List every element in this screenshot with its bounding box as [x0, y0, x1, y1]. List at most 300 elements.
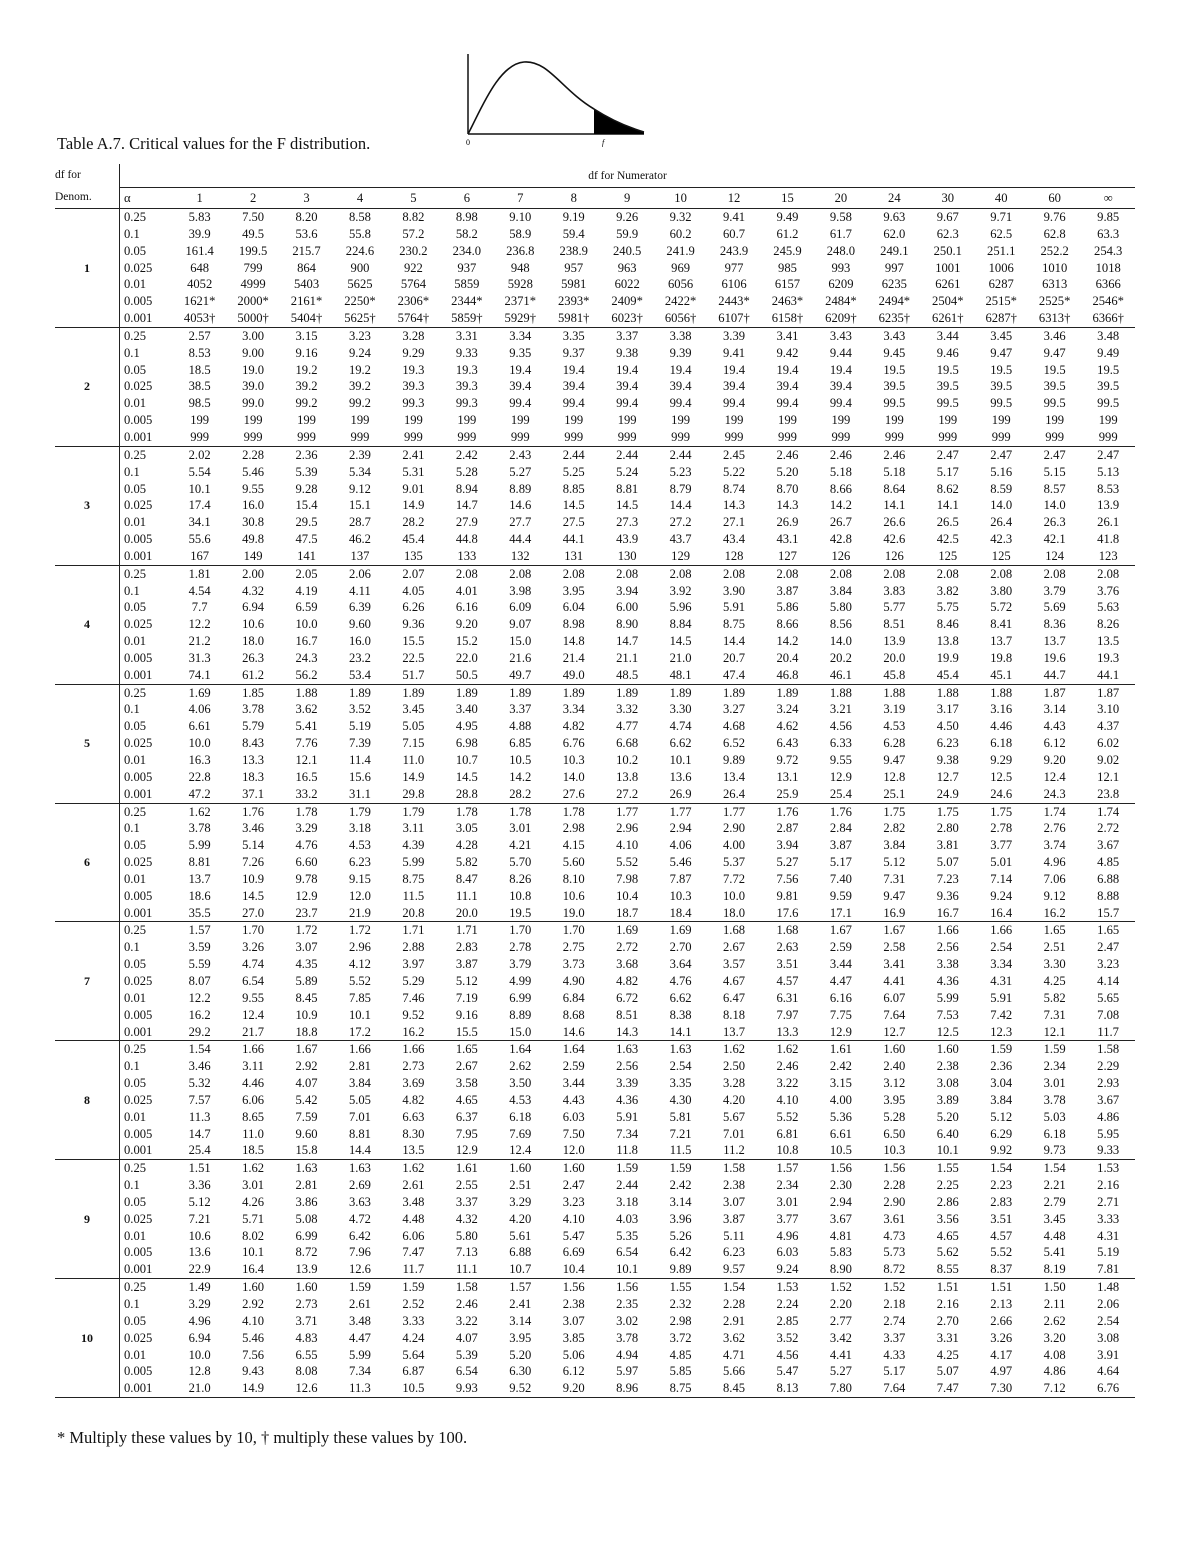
critical-value-cell: 10.3 — [883, 1143, 906, 1158]
critical-value-cell: 43.9 — [616, 532, 639, 547]
critical-value-cell: 39.2 — [295, 379, 318, 394]
critical-value-cell: 26.4 — [723, 786, 746, 801]
critical-value-cell: 2.47 — [1081, 446, 1135, 463]
critical-value-cell: 31.1 — [348, 786, 371, 801]
critical-value-cell: 5.14 — [242, 838, 265, 853]
critical-value-cell: 2.54 — [990, 940, 1013, 955]
critical-value-cell: 3.56 — [936, 1211, 959, 1226]
critical-value-cell: 3.80 — [990, 583, 1013, 598]
alpha-cell: 0.25 — [120, 327, 173, 344]
critical-value-cell: 6.12 — [1043, 736, 1066, 751]
critical-value-cell: 3.95 — [883, 1092, 906, 1107]
critical-value-cell: 1.76 — [226, 803, 279, 820]
critical-value-cell: 2.59 — [829, 940, 852, 955]
critical-value-cell: 2.77 — [829, 1313, 852, 1328]
critical-value-cell: 28.2 — [402, 515, 425, 530]
critical-value-cell: 7.34 — [348, 1364, 371, 1379]
critical-value-cell: 3.84 — [990, 1092, 1013, 1107]
critical-value-cell: 1.89 — [494, 684, 547, 701]
critical-value-cell: 10.3 — [669, 888, 692, 903]
critical-value-cell: 20.0 — [455, 905, 478, 920]
critical-value-cell: 38.5 — [188, 379, 211, 394]
critical-value-cell: 7.01 — [723, 1126, 746, 1141]
alpha-cell: 0.025 — [124, 1211, 153, 1226]
table-row — [55, 1177, 1135, 1194]
critical-value-cell: 16.2 — [1043, 905, 1066, 920]
critical-value-cell: 14.7 — [616, 634, 639, 649]
critical-value-cell: 1.65 — [1028, 922, 1081, 939]
critical-value-cell: 5.71 — [242, 1211, 265, 1226]
table-bottom-rule — [55, 1397, 1135, 1398]
critical-value-cell: 9.57 — [723, 1262, 746, 1277]
critical-value-cell: 1.89 — [387, 684, 440, 701]
critical-value-cell: 1.64 — [547, 1041, 600, 1058]
alpha-cell: 0.025 — [124, 379, 153, 394]
critical-value-cell: 1.57 — [761, 1160, 814, 1177]
critical-value-cell: 957 — [564, 260, 584, 275]
critical-value-cell: 7.95 — [455, 1126, 478, 1141]
critical-value-cell: 47.5 — [295, 532, 318, 547]
critical-value-cell: 3.46 — [242, 821, 265, 836]
critical-value-cell: 2.08 — [494, 565, 547, 582]
critical-value-cell: 8.62 — [936, 481, 959, 496]
critical-value-cell: 3.26 — [990, 1330, 1013, 1345]
critical-value-cell: 4.47 — [829, 973, 852, 988]
critical-value-cell: 999 — [457, 429, 477, 444]
critical-value-cell: 3.68 — [616, 957, 639, 972]
critical-value-cell: 126 — [831, 548, 851, 563]
table-row — [55, 905, 1135, 922]
critical-value-cell: 2.81 — [295, 1178, 318, 1193]
critical-value-cell: 60.2 — [669, 226, 692, 241]
critical-value-cell: 5.95 — [1097, 1126, 1120, 1141]
critical-value-cell: 1.56 — [600, 1279, 653, 1296]
critical-value-cell: 5403 — [293, 277, 320, 292]
critical-value-cell: 243.9 — [719, 243, 749, 258]
critical-value-cell: 2.44 — [600, 446, 653, 463]
critical-value-cell: 39.5 — [1043, 379, 1066, 394]
critical-value-cell: 8.89 — [509, 1007, 532, 1022]
critical-value-cell: 2409* — [611, 294, 643, 309]
critical-value-cell: 3.45 — [975, 327, 1028, 344]
critical-value-cell: 10.7 — [509, 1262, 532, 1277]
critical-value-cell: 5.75 — [936, 600, 959, 615]
table-row — [55, 769, 1135, 786]
critical-value-cell: 3.90 — [723, 583, 746, 598]
critical-value-cell: 5.97 — [616, 1364, 639, 1379]
critical-value-cell: 5.61 — [509, 1228, 532, 1243]
critical-value-cell: 12.5 — [990, 769, 1013, 784]
critical-value-cell: 12.1 — [1043, 1024, 1066, 1039]
critical-value-cell: 3.59 — [188, 940, 211, 955]
critical-value-cell: 16.4 — [242, 1262, 265, 1277]
critical-value-cell: 7.46 — [402, 990, 425, 1005]
critical-value-cell: 42.1 — [1043, 532, 1066, 547]
critical-value-cell: 3.05 — [455, 821, 478, 836]
table-row — [55, 1058, 1135, 1075]
table-row — [55, 854, 1135, 871]
critical-value-cell: 2.38 — [723, 1178, 746, 1193]
critical-value-cell: 16.3 — [188, 753, 211, 767]
critical-value-cell: 199 — [1098, 413, 1118, 428]
critical-value-cell: 2.57 — [173, 327, 226, 344]
critical-value-cell: 7.40 — [829, 871, 852, 886]
critical-value-cell: 199 — [564, 413, 584, 428]
table-row — [55, 429, 1135, 446]
critical-value-cell: 5.52 — [616, 855, 639, 870]
critical-value-cell: 5.77 — [883, 600, 906, 615]
critical-value-cell: 6.02 — [1097, 736, 1120, 751]
critical-value-cell: 24.3 — [1043, 786, 1066, 801]
critical-value-cell: 47.4 — [723, 667, 746, 682]
critical-value-cell: 6.09 — [509, 600, 532, 615]
critical-value-cell: 8.75 — [723, 617, 746, 632]
critical-value-cell: 199 — [938, 413, 958, 428]
critical-value-cell: 2.28 — [883, 1178, 906, 1193]
critical-value-cell: 12.0 — [562, 1143, 585, 1158]
critical-value-cell: 5.59 — [188, 957, 211, 972]
critical-value-cell: 5.99 — [402, 855, 425, 870]
critical-value-cell: 7.01 — [348, 1109, 371, 1124]
critical-value-cell: 8.55 — [936, 1262, 959, 1277]
critical-value-cell: 21.1 — [616, 650, 639, 665]
critical-f-label: f — [602, 138, 605, 147]
critical-value-cell: 3.44 — [921, 327, 974, 344]
critical-value-cell: 2.47 — [975, 446, 1028, 463]
critical-value-cell: 39.5 — [990, 379, 1013, 394]
critical-value-cell: 8.98 — [562, 617, 585, 632]
critical-value-cell: 99.4 — [509, 396, 532, 411]
critical-value-cell: 161.4 — [185, 243, 214, 258]
critical-value-cell: 4.43 — [1043, 719, 1066, 734]
critical-value-cell: 1.51 — [173, 1160, 226, 1177]
critical-value-cell: 2.63 — [776, 940, 799, 955]
critical-value-cell: 2.42 — [440, 446, 493, 463]
critical-value-cell: 1.57 — [494, 1279, 547, 1296]
critical-value-cell: 8.64 — [883, 481, 906, 496]
critical-value-cell: 1.75 — [975, 803, 1028, 820]
critical-value-cell: 2.11 — [1043, 1297, 1066, 1311]
denominator-df-cell: 3 — [55, 446, 120, 565]
critical-value-cell: 999 — [243, 429, 263, 444]
critical-value-cell: 6158† — [771, 311, 804, 326]
alpha-cell: 0.005 — [124, 1245, 153, 1260]
alpha-cell: 0.25 — [120, 565, 173, 582]
alpha-cell: 0.25 — [120, 922, 173, 939]
critical-value-cell: 3.96 — [669, 1211, 692, 1226]
alpha-cell: 0.25 — [120, 1041, 173, 1058]
critical-value-cell: 3.27 — [723, 702, 746, 717]
critical-value-cell: 2.74 — [883, 1313, 906, 1328]
critical-value-cell: 15.0 — [509, 1024, 532, 1039]
critical-value-cell: 12.9 — [455, 1143, 478, 1158]
critical-value-cell: 27.2 — [669, 515, 692, 530]
critical-value-cell: 2.08 — [600, 565, 653, 582]
critical-value-cell: 4.41 — [883, 973, 906, 988]
critical-value-cell: 4053† — [183, 311, 216, 326]
critical-value-cell: 167 — [190, 548, 210, 563]
critical-value-cell: 199 — [1045, 413, 1065, 428]
critical-value-cell: 2.38 — [562, 1297, 585, 1311]
critical-value-cell: 5.69 — [1043, 600, 1066, 615]
critical-value-cell: 2.46 — [776, 1059, 799, 1074]
critical-value-cell: 19.5 — [1043, 362, 1066, 377]
table-row — [55, 1126, 1135, 1143]
critical-value-cell: 3.07 — [562, 1313, 585, 1328]
critical-value-cell: 9.78 — [295, 871, 318, 886]
critical-value-cell: 7.76 — [295, 736, 318, 751]
critical-value-cell: 1.78 — [440, 803, 493, 820]
critical-value-cell: 2.96 — [348, 940, 371, 955]
critical-value-cell: 5.12 — [990, 1109, 1013, 1124]
critical-value-cell: 6.30 — [509, 1364, 532, 1379]
critical-value-cell: 58.9 — [509, 226, 532, 241]
critical-value-cell: 22.9 — [188, 1262, 211, 1277]
critical-value-cell: 5.91 — [616, 1109, 639, 1124]
critical-value-cell: 26.6 — [883, 515, 906, 530]
critical-value-cell: 20.0 — [883, 650, 906, 665]
critical-value-cell: 11.7 — [1097, 1024, 1119, 1039]
critical-value-cell: 3.22 — [455, 1313, 478, 1328]
critical-value-cell: 9.32 — [654, 209, 707, 226]
critical-value-cell: 44.4 — [509, 532, 532, 547]
critical-value-cell: 3.48 — [1081, 327, 1135, 344]
critical-value-cell: 6.12 — [562, 1364, 585, 1379]
critical-value-cell: 3.87 — [829, 838, 852, 853]
table-row — [55, 260, 1135, 277]
critical-value-cell: 5.66 — [723, 1364, 746, 1379]
numerator-df-header: 5 — [387, 187, 440, 208]
critical-value-cell: 56.2 — [295, 667, 318, 682]
critical-value-cell: 3.58 — [455, 1076, 478, 1091]
critical-value-cell: 5.27 — [776, 855, 799, 870]
critical-value-cell: 10.0 — [188, 1347, 211, 1362]
critical-value-cell: 1.61 — [814, 1041, 867, 1058]
critical-value-cell: 3.02 — [616, 1313, 639, 1328]
critical-value-cell: 6.23 — [723, 1245, 746, 1260]
critical-value-cell: 4.71 — [723, 1347, 746, 1362]
alpha-cell: 0.05 — [124, 838, 147, 853]
critical-value-cell: 6.99 — [509, 990, 532, 1005]
critical-value-cell: 2.36 — [280, 446, 333, 463]
table-row — [55, 922, 1135, 939]
critical-value-cell: 3.87 — [776, 583, 799, 598]
alpha-cell: 0.005 — [124, 1364, 153, 1379]
critical-value-cell: 4.57 — [776, 973, 799, 988]
critical-value-cell: 4.83 — [295, 1330, 318, 1345]
critical-value-cell: 2.47 — [921, 446, 974, 463]
critical-value-cell: 5.81 — [669, 1109, 692, 1124]
alpha-cell: 0.05 — [124, 481, 147, 496]
critical-value-cell: 6.94 — [242, 600, 265, 615]
critical-value-cell: 39.2 — [348, 379, 371, 394]
df-numerator-header: df for Numerator — [120, 164, 1136, 187]
numerator-df-header: 10 — [654, 187, 707, 208]
table-row — [55, 481, 1135, 498]
critical-value-cell: 5.99 — [348, 1347, 371, 1362]
critical-value-cell: 3.71 — [295, 1313, 318, 1328]
denominator-df-cell: 2 — [55, 327, 120, 446]
critical-value-cell: 13.7 — [1043, 634, 1066, 649]
critical-value-cell: 8.26 — [509, 871, 532, 886]
critical-value-cell: 18.4 — [669, 905, 692, 920]
critical-value-cell: 25.4 — [188, 1143, 211, 1158]
critical-value-cell: 1.50 — [1028, 1279, 1081, 1296]
alpha-cell: 0.025 — [124, 498, 153, 513]
table-row — [55, 820, 1135, 837]
critical-value-cell: 2.66 — [990, 1313, 1013, 1328]
critical-value-cell: 43.4 — [723, 532, 746, 547]
critical-value-cell: 19.4 — [829, 362, 852, 377]
critical-value-cell: 2.47 — [1097, 940, 1120, 955]
table-row — [55, 1279, 1135, 1296]
critical-value-cell: 39.5 — [883, 379, 906, 394]
critical-value-cell: 129 — [671, 548, 691, 563]
critical-value-cell: 4.68 — [723, 719, 746, 734]
critical-value-cell: 3.94 — [776, 838, 799, 853]
critical-value-cell: 9.38 — [936, 753, 959, 767]
critical-value-cell: 4.85 — [669, 1347, 692, 1362]
critical-value-cell: 3.23 — [1097, 957, 1120, 972]
critical-value-cell: 1.68 — [761, 922, 814, 939]
critical-value-cell: 2.08 — [1028, 565, 1081, 582]
critical-value-cell: 4.76 — [295, 838, 318, 853]
critical-value-cell: 44.1 — [562, 532, 585, 547]
critical-value-cell: 4.00 — [829, 1092, 852, 1107]
critical-value-cell: 2.08 — [814, 565, 867, 582]
critical-value-cell: 3.11 — [402, 821, 425, 836]
df-denominator-label: df for Denom. — [55, 169, 92, 203]
critical-value-cell: 7.50 — [226, 209, 279, 226]
critical-value-cell: 9.55 — [242, 990, 265, 1005]
critical-value-cell: 12.8 — [883, 769, 906, 784]
alpha-cell: 0.025 — [124, 736, 153, 751]
table-row — [55, 565, 1135, 582]
critical-value-cell: 9.10 — [494, 209, 547, 226]
critical-value-cell: 6235 — [881, 277, 907, 292]
critical-value-cell: 1.62 — [387, 1160, 440, 1177]
critical-value-cell: 3.46 — [188, 1059, 211, 1074]
critical-value-cell: 2.96 — [616, 821, 639, 836]
critical-value-cell: 28.8 — [455, 786, 478, 801]
critical-value-cell: 2.72 — [1097, 821, 1120, 836]
critical-value-cell: 2.67 — [455, 1059, 478, 1074]
critical-value-cell: 9.19 — [547, 209, 600, 226]
table-row — [55, 209, 1135, 226]
critical-value-cell: 2161* — [290, 294, 323, 309]
critical-value-cell: 1.70 — [226, 922, 279, 939]
table-row — [55, 1007, 1135, 1024]
critical-value-cell: 11.3 — [188, 1109, 211, 1124]
critical-value-cell: 6.76 — [1097, 1381, 1120, 1396]
critical-value-cell: 6157 — [774, 277, 801, 292]
critical-value-cell: 9.58 — [814, 209, 867, 226]
critical-value-cell: 2.73 — [402, 1059, 425, 1074]
critical-value-cell: 1.58 — [1081, 1041, 1135, 1058]
critical-value-cell: 18.7 — [616, 905, 639, 920]
critical-value-cell: 17.4 — [188, 498, 211, 513]
table-row — [55, 701, 1135, 718]
critical-value-cell: 5.16 — [990, 464, 1013, 479]
alpha-cell: 0.005 — [124, 1007, 153, 1022]
table-row — [55, 1261, 1135, 1278]
critical-value-cell: 2.61 — [402, 1178, 425, 1193]
critical-value-cell: 7.96 — [348, 1245, 371, 1260]
critical-value-cell: 5.46 — [669, 855, 692, 870]
table-row — [55, 412, 1135, 429]
critical-value-cell: 9.49 — [1097, 345, 1120, 360]
critical-value-cell: 4.26 — [242, 1194, 265, 1209]
critical-value-cell: 2306* — [397, 294, 430, 309]
critical-value-cell: 248.0 — [826, 243, 856, 258]
critical-value-cell: 7.39 — [348, 736, 371, 751]
critical-value-cell: 43.1 — [776, 532, 799, 547]
table-row — [55, 1160, 1135, 1177]
critical-value-cell: 2.42 — [669, 1178, 692, 1193]
critical-value-cell: 4.07 — [295, 1076, 318, 1091]
critical-value-cell: 5.17 — [883, 1364, 906, 1379]
critical-value-cell: 1.48 — [1081, 1279, 1135, 1296]
critical-value-cell: 3.83 — [883, 583, 906, 598]
critical-value-cell: 2.08 — [440, 565, 493, 582]
critical-value-cell: 123 — [1098, 548, 1118, 563]
table-row — [55, 871, 1135, 888]
critical-value-cell: 3.78 — [188, 821, 211, 836]
critical-value-cell: 9.71 — [975, 209, 1028, 226]
critical-value-cell: 10.9 — [295, 1007, 318, 1022]
critical-value-cell: 55.6 — [188, 532, 211, 547]
critical-value-cell: 4.20 — [723, 1092, 746, 1107]
critical-value-cell: 21.2 — [188, 634, 211, 649]
critical-value-cell: 6287† — [985, 311, 1017, 326]
critical-value-cell: 2.98 — [562, 821, 585, 836]
critical-value-cell: 55.8 — [348, 226, 371, 241]
critical-value-cell: 5.47 — [776, 1364, 799, 1379]
critical-value-cell: 2.78 — [990, 821, 1013, 836]
critical-value-cell: 2.92 — [242, 1297, 265, 1311]
critical-value-cell: 1.81 — [173, 565, 226, 582]
critical-value-cell: 14.5 — [616, 498, 639, 513]
critical-value-cell: 2422* — [664, 294, 697, 309]
critical-value-cell: 3.14 — [509, 1313, 532, 1328]
critical-value-cell: 6023† — [611, 311, 643, 326]
critical-value-cell: 3.15 — [280, 327, 333, 344]
critical-value-cell: 5.19 — [1097, 1245, 1120, 1260]
alpha-cell: 0.001 — [124, 786, 153, 801]
table-row — [55, 803, 1135, 820]
critical-value-cell: 9.20 — [455, 617, 478, 632]
critical-value-cell: 8.46 — [936, 617, 959, 632]
critical-value-cell: 4.86 — [1097, 1109, 1120, 1124]
critical-value-cell: 2.47 — [1028, 446, 1081, 463]
critical-value-cell: 99.3 — [402, 396, 425, 411]
critical-value-cell: 46.8 — [776, 667, 799, 682]
critical-value-cell: 25.1 — [883, 786, 906, 801]
critical-value-cell: 8.84 — [669, 617, 692, 632]
numerator-df-header: 60 — [1028, 187, 1081, 208]
critical-value-cell: 12.1 — [295, 753, 318, 767]
critical-value-cell: 58.2 — [455, 226, 478, 241]
critical-value-cell: 2.35 — [616, 1297, 639, 1311]
critical-value-cell: 3.62 — [295, 702, 318, 717]
critical-value-cell: 1.71 — [387, 922, 440, 939]
critical-value-cell: 29.5 — [295, 515, 318, 530]
critical-value-cell: 12.9 — [829, 1024, 852, 1039]
critical-value-cell: 9.47 — [883, 753, 906, 767]
critical-value-cell: 9.28 — [295, 481, 318, 496]
critical-value-cell: 2463* — [771, 294, 804, 309]
critical-value-cell: 1.58 — [707, 1160, 760, 1177]
